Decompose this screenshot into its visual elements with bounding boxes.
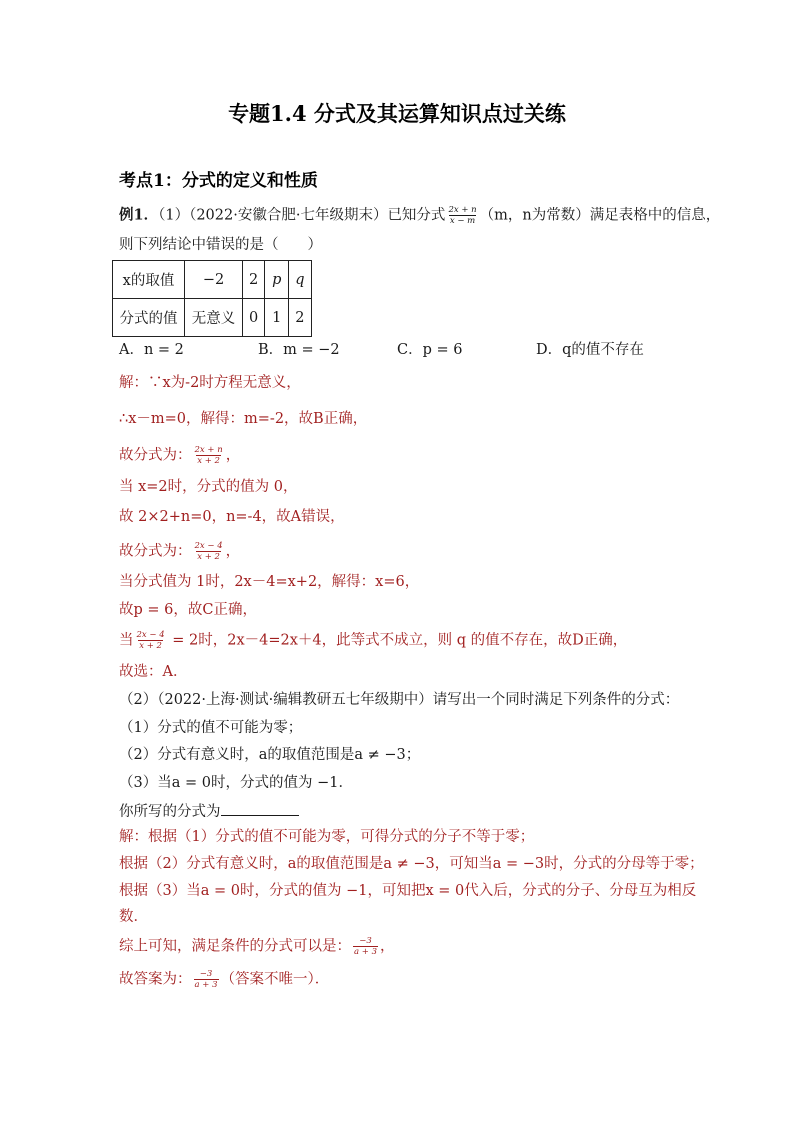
q2-condition-3: （3）当a = 0时，分式的值为 −1． [119,775,353,791]
fraction-denominator: x + 2 [197,552,220,562]
solution-fraction [136,630,166,651]
table-cell: 1 [265,299,289,337]
solution-text: 当 [119,632,134,649]
solution-fraction [353,936,378,957]
solution-line: 故p = 6，故C正确， [119,602,257,618]
solution-text: 故分式为： [119,543,192,560]
solution-line: 根据（3）当a = 0时，分式的值为 −1，可知把x = 0代入后，分式的分子、分母互为相反 [119,883,697,899]
option-a: A．n = 2 [119,342,184,358]
solution-line: 故选：A． [119,664,188,680]
q1-fraction [447,205,477,226]
fraction-numerator: 2x − 4 [194,541,223,551]
table-cell: q [289,261,311,299]
fraction-numerator: 2x + n [448,205,477,215]
table-cell: x的取值 [113,261,185,299]
q2-condition-2: （2）分式有意义时，a的取值范围是a ≠ −3； [119,747,421,763]
answer-prompt: 你所写的分式为 [119,804,221,820]
solution-line: 数． [119,909,148,925]
q2-answer-line [119,800,299,822]
fraction-numerator: −3 [359,936,372,946]
table-row [113,261,312,299]
solution-line: 根据（2）分式有意义时，a的取值范围是a ≠ −3，可知当a = −3时，分式的分母等于零； [119,856,704,872]
example1-q1-line2: 则下列结论中错误的是（ ） [119,237,322,253]
option-b: B．m = −2 [258,342,340,358]
solution-line: ∴x－m=0，解得：m=-2，故B正确， [119,411,368,427]
table-row [113,299,312,337]
q2-line1: （2）（2022·上海·测试·编辑教研五七年级期中）请写出一个同时满足下列条件的分式： [119,692,680,708]
solution-text: = 2时，2x－4=2x＋4，此等式不成立，则 q 的值不存在，故D正确， [167,632,628,649]
solution-line: 当分式值为 1时，2x－4=x+2，解得：x=6， [119,574,420,590]
table-cell: 分式的值 [113,299,185,337]
solution-text: ， [380,938,395,955]
solution-text: 故答案为： [119,971,192,988]
solution-fraction [194,541,224,562]
solution-line: 解：根据（1）分式的值不可能为零，可得分式的分子不等于零； [119,829,535,845]
table-cell: −2 [185,261,243,299]
table-cell: 无意义 [185,299,243,337]
fraction-denominator: x + 2 [197,456,220,466]
solution-text: （答案不唯一）． [220,971,330,988]
answer-blank[interactable] [221,800,299,816]
section-heading: 考点1：分式的定义和性质 [119,171,318,191]
fraction-denominator: x − m [449,216,476,226]
fraction-denominator: a + 3 [194,980,218,990]
solution-text: ， [225,447,241,464]
table-cell: 0 [243,299,265,337]
document-title: 专题1.4 分式及其运算知识点过关练 [228,101,566,126]
solution-line: 解：∵x为-2时方程无意义， [119,375,301,391]
info-table [112,260,312,337]
table-cell: 2 [243,261,265,299]
solution-line [119,445,240,466]
table-cell: 2 [289,299,311,337]
solution-line: 故 2×2+n=0，n=-4，故A错误， [119,509,345,525]
solution-text: ， [225,543,241,560]
example-label: 例1． [119,206,159,224]
fraction-denominator: a + 3 [354,947,378,957]
solution-line [119,541,240,562]
fraction-numerator: 2x − 4 [136,630,165,640]
solution-text: 综上可知，满足条件的分式可以是： [119,938,351,955]
q2-condition-1: （1）分式的值不可能为零； [119,720,303,736]
example1-q1-line1 [119,205,720,226]
solution-fraction [194,969,219,990]
q1-prefix: （1）（2022·安徽合肥·七年级期末）已知分式 [158,207,446,224]
solution-line: 当 x=2时，分式的值为 0， [119,479,298,495]
solution-text: 故分式为： [119,447,192,464]
solution-line [119,969,329,990]
solution-line [119,630,627,651]
option-c: C．p = 6 [397,342,463,358]
solution-line [119,936,395,957]
table-cell: p [265,261,289,299]
fraction-numerator: −3 [199,969,213,979]
solution-fraction [194,445,224,466]
fraction-numerator: 2x + n [194,445,223,455]
option-d: D．q的值不存在 [536,342,644,358]
fraction-denominator: x + 2 [139,641,162,651]
q1-suffix: （m，n为常数）满足表格中的信息， [479,207,721,224]
